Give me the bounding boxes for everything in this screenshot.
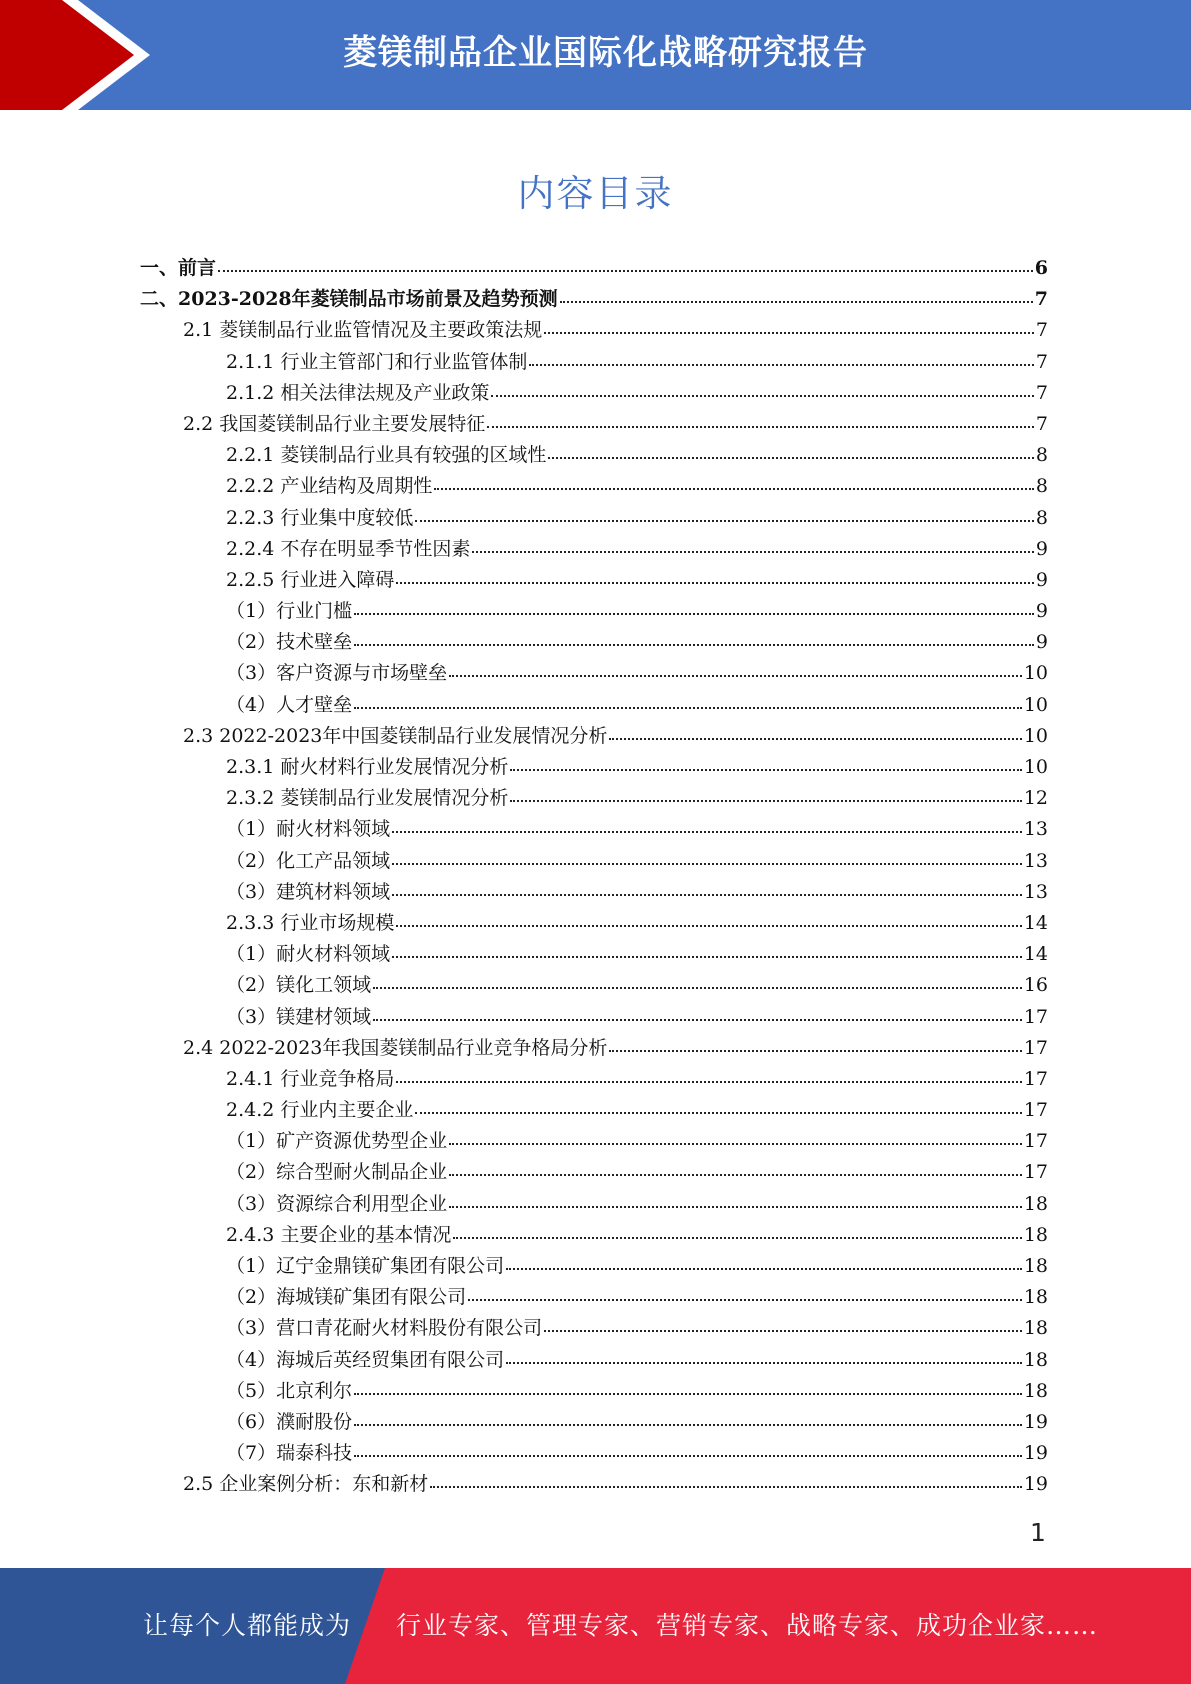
toc-entry[interactable]: [140, 1469, 1048, 1500]
dot-leader: [373, 1019, 1022, 1021]
dot-leader: [529, 364, 1034, 366]
dot-leader: [218, 270, 1033, 272]
dot-leader: [354, 1393, 1022, 1395]
toc-entry[interactable]: [140, 347, 1048, 378]
toc-entry-page: 17: [1023, 1005, 1048, 1028]
toc-entry[interactable]: [140, 1126, 1048, 1157]
dot-leader: [354, 707, 1022, 709]
toc-entry[interactable]: [140, 409, 1048, 440]
toc-entry-page: 18: [1023, 1255, 1048, 1277]
dot-leader: [415, 1112, 1021, 1114]
toc-entry[interactable]: [140, 1157, 1048, 1188]
dot-leader: [449, 1143, 1022, 1145]
dot-leader: [354, 644, 1034, 646]
toc-entry[interactable]: [140, 658, 1048, 689]
toc-entry-text: 2.2.2 产业结构及周期性: [226, 475, 433, 498]
toc-entry-text: 一、前言: [140, 257, 217, 279]
toc-entry-text: （4）人才壁垒: [226, 693, 353, 716]
dot-leader: [392, 956, 1022, 958]
dot-leader: [396, 582, 1034, 584]
dot-leader: [609, 1050, 1021, 1052]
toc-entry-text: 2.4.2 行业内主要企业: [226, 1099, 414, 1122]
toc-entry[interactable]: [140, 440, 1048, 471]
toc-entry-page: 19: [1023, 1442, 1048, 1465]
toc-entry-page: 17: [1023, 1099, 1048, 1122]
report-title: 菱镁制品企业国际化战略研究报告: [343, 33, 868, 73]
toc-entry-text: 2.3.1 耐火材料行业发展情况分析: [226, 756, 509, 778]
toc-entry[interactable]: [140, 1282, 1048, 1313]
toc-entry-page: 7: [1035, 350, 1048, 373]
toc-entry-page: 13: [1023, 880, 1048, 903]
toc-entry-text: （4）海城后英经贸集团有限公司: [226, 1348, 505, 1371]
toc-entry-text: 二、2023-2028年菱镁制品市场前景及趋势预测: [140, 288, 558, 311]
toc-entry[interactable]: [140, 721, 1048, 752]
toc-entry-text: （2）技术壁垒: [226, 631, 353, 654]
header-band: [0, 0, 1191, 110]
toc-entry[interactable]: [140, 378, 1048, 409]
dot-leader: [396, 925, 1021, 927]
toc-entry-page: 19: [1023, 1410, 1048, 1433]
dot-leader: [472, 551, 1034, 553]
dot-leader: [491, 395, 1034, 397]
dot-leader: [506, 1362, 1022, 1364]
toc-entry[interactable]: [140, 814, 1048, 845]
toc-entry[interactable]: [140, 565, 1048, 596]
dot-leader: [373, 987, 1022, 989]
table-of-contents: [140, 253, 1048, 1501]
toc-entry-page: 18: [1023, 1379, 1048, 1402]
toc-entry[interactable]: [140, 1376, 1048, 1407]
dot-leader: [430, 1486, 1022, 1488]
dot-leader: [392, 894, 1022, 896]
toc-entry-page: 9: [1035, 537, 1048, 560]
toc-entry[interactable]: [140, 908, 1048, 939]
toc-entry[interactable]: [140, 1251, 1048, 1282]
dot-leader: [560, 301, 1033, 303]
toc-entry-page: 17: [1023, 1067, 1048, 1090]
toc-entry-text: （2）镁化工领域: [226, 974, 372, 997]
footer-slogan-right: 行业专家、管理专家、营销专家、战略专家、成功企业家……: [396, 1611, 1099, 1640]
toc-entry[interactable]: [140, 627, 1048, 658]
page-number: 1: [1030, 1518, 1046, 1547]
dot-leader: [396, 1081, 1021, 1083]
toc-entry-page: 7: [1034, 288, 1048, 311]
toc-entry-page: 7: [1035, 319, 1048, 342]
toc-entry[interactable]: [140, 471, 1048, 502]
dot-leader: [544, 332, 1034, 334]
toc-entry-page: 9: [1035, 631, 1048, 654]
toc-entry-page: 14: [1023, 911, 1048, 934]
toc-entry-page: 8: [1035, 475, 1048, 498]
toc-entry-text: （2）化工产品领域: [226, 849, 391, 872]
dot-leader: [449, 675, 1022, 677]
toc-entry-text: （1）耐火材料领域: [226, 943, 391, 966]
toc-entry-page: 13: [1023, 818, 1048, 841]
toc-entry-page: 17: [1023, 1036, 1048, 1059]
toc-entry-page: 10: [1023, 693, 1048, 716]
toc-entry[interactable]: [140, 783, 1048, 814]
toc-entry-page: 18: [1023, 1317, 1048, 1340]
toc-entry[interactable]: [140, 939, 1048, 970]
toc-entry-text: 2.2 我国菱镁制品行业主要发展特征: [183, 412, 486, 435]
toc-entry[interactable]: [140, 253, 1048, 284]
dot-leader: [434, 488, 1034, 490]
toc-entry-page: 6: [1034, 257, 1048, 279]
toc-entry-text: （3）客户资源与市场壁垒: [226, 662, 448, 685]
toc-entry[interactable]: [140, 1095, 1048, 1126]
toc-entry[interactable]: [140, 1189, 1048, 1220]
toc-entry-page: 17: [1023, 1161, 1048, 1184]
toc-entry[interactable]: [140, 284, 1048, 315]
toc-entry[interactable]: [140, 1220, 1048, 1251]
toc-entry-text: （6）濮耐股份: [226, 1410, 353, 1433]
dot-leader: [548, 457, 1034, 459]
toc-entry-text: （7）瑞泰科技: [226, 1442, 353, 1465]
footer-band: [0, 1568, 1191, 1684]
toc-entry-page: 9: [1035, 568, 1048, 591]
toc-entry[interactable]: [140, 1064, 1048, 1095]
toc-entry-text: （2）海城镁矿集团有限公司: [226, 1286, 467, 1309]
toc-entry-page: 19: [1023, 1473, 1048, 1496]
toc-entry-text: 2.4 2022-2023年我国菱镁制品行业竞争格局分析: [183, 1036, 608, 1059]
dot-leader: [510, 800, 1021, 802]
toc-entry-text: 2.3.2 菱镁制品行业发展情况分析: [226, 787, 509, 810]
dot-leader: [506, 1268, 1022, 1270]
toc-entry-text: 2.3 2022-2023年中国菱镁制品行业发展情况分析: [183, 724, 608, 747]
toc-entry-text: （5）北京利尔: [226, 1379, 353, 1402]
toc-entry-text: 2.5 企业案例分析：东和新材: [183, 1473, 429, 1496]
footer-slogan-left: 让每个人都能成为: [143, 1611, 352, 1640]
toc-entry-page: 9: [1035, 600, 1048, 623]
toc-entry-text: 2.2.1 菱镁制品行业具有较强的区域性: [226, 444, 547, 467]
toc-title: 内容目录: [517, 172, 674, 215]
toc-entry-text: （1）耐火材料领域: [226, 818, 391, 841]
toc-entry-page: 18: [1023, 1348, 1048, 1371]
toc-entry-text: （1）矿产资源优势型企业: [226, 1130, 448, 1153]
toc-entry-page: 8: [1035, 506, 1048, 529]
toc-entry[interactable]: [140, 970, 1048, 1001]
toc-entry-page: 8: [1035, 444, 1048, 467]
dot-leader: [449, 1174, 1022, 1176]
toc-entry-page: 16: [1023, 974, 1048, 997]
toc-entry-text: 2.1.2 相关法律法规及产业政策: [226, 381, 490, 404]
toc-entry[interactable]: [140, 1313, 1048, 1344]
toc-entry[interactable]: [140, 1438, 1048, 1469]
dot-leader: [354, 613, 1034, 615]
toc-entry-page: 7: [1035, 412, 1048, 435]
toc-entry[interactable]: [140, 1033, 1048, 1064]
toc-entry[interactable]: [140, 877, 1048, 908]
toc-entry-text: （3）镁建材领域: [226, 1005, 372, 1028]
dot-leader: [449, 1206, 1022, 1208]
dot-leader: [354, 1455, 1022, 1457]
toc-entry-page: 7: [1035, 381, 1048, 404]
toc-entry[interactable]: [140, 503, 1048, 534]
toc-entry-text: 2.3.3 行业市场规模: [226, 911, 395, 934]
dot-leader: [392, 863, 1022, 865]
toc-entry-text: 2.2.4 不存在明显季节性因素: [226, 537, 471, 560]
toc-entry-page: 13: [1023, 849, 1048, 872]
toc-entry-page: 12: [1023, 787, 1048, 810]
toc-entry-page: 10: [1023, 724, 1048, 747]
toc-entry-page: 10: [1023, 662, 1048, 685]
toc-entry-text: （3）资源综合利用型企业: [226, 1192, 448, 1215]
toc-entry-page: 18: [1023, 1223, 1048, 1246]
toc-entry-text: （1）行业门槛: [226, 600, 353, 623]
toc-entry-text: （3）建筑材料领域: [226, 880, 391, 903]
toc-entry-text: （2）综合型耐火制品企业: [226, 1161, 448, 1184]
dot-leader: [510, 769, 1021, 771]
toc-entry-page: 17: [1023, 1130, 1048, 1153]
toc-entry-page: 18: [1023, 1192, 1048, 1215]
toc-entry-text: 2.4.3 主要企业的基本情况: [226, 1223, 452, 1246]
toc-entry[interactable]: [140, 690, 1048, 721]
toc-entry-text: 2.2.5 行业进入障碍: [226, 568, 395, 591]
toc-entry[interactable]: [140, 846, 1048, 877]
dot-leader: [354, 1424, 1022, 1426]
toc-entry[interactable]: [140, 534, 1048, 565]
dot-leader: [487, 426, 1034, 428]
toc-entry-page: 14: [1023, 943, 1048, 966]
toc-entry[interactable]: [140, 596, 1048, 627]
toc-entry-text: 2.1.1 行业主管部门和行业监管体制: [226, 350, 528, 373]
dot-leader: [544, 1330, 1022, 1332]
toc-entry[interactable]: [140, 1002, 1048, 1033]
toc-entry-page: 18: [1023, 1286, 1048, 1309]
toc-entry[interactable]: [140, 1407, 1048, 1438]
toc-entry-text: 2.4.1 行业竞争格局: [226, 1067, 395, 1090]
dot-leader: [415, 520, 1034, 522]
toc-entry-text: （3）营口青花耐火材料股份有限公司: [226, 1317, 543, 1340]
dot-leader: [453, 1237, 1021, 1239]
toc-entry[interactable]: [140, 315, 1048, 346]
toc-entry[interactable]: [140, 1345, 1048, 1376]
dot-leader: [468, 1299, 1022, 1301]
dot-leader: [609, 738, 1021, 740]
toc-entry-text: 2.2.3 行业集中度较低: [226, 506, 414, 529]
toc-entry-text: （1）辽宁金鼎镁矿集团有限公司: [226, 1255, 505, 1277]
toc-entry-page: 10: [1023, 756, 1048, 778]
dot-leader: [392, 831, 1022, 833]
toc-entry-text: 2.1 菱镁制品行业监管情况及主要政策法规: [183, 319, 543, 342]
toc-entry[interactable]: [140, 752, 1048, 783]
